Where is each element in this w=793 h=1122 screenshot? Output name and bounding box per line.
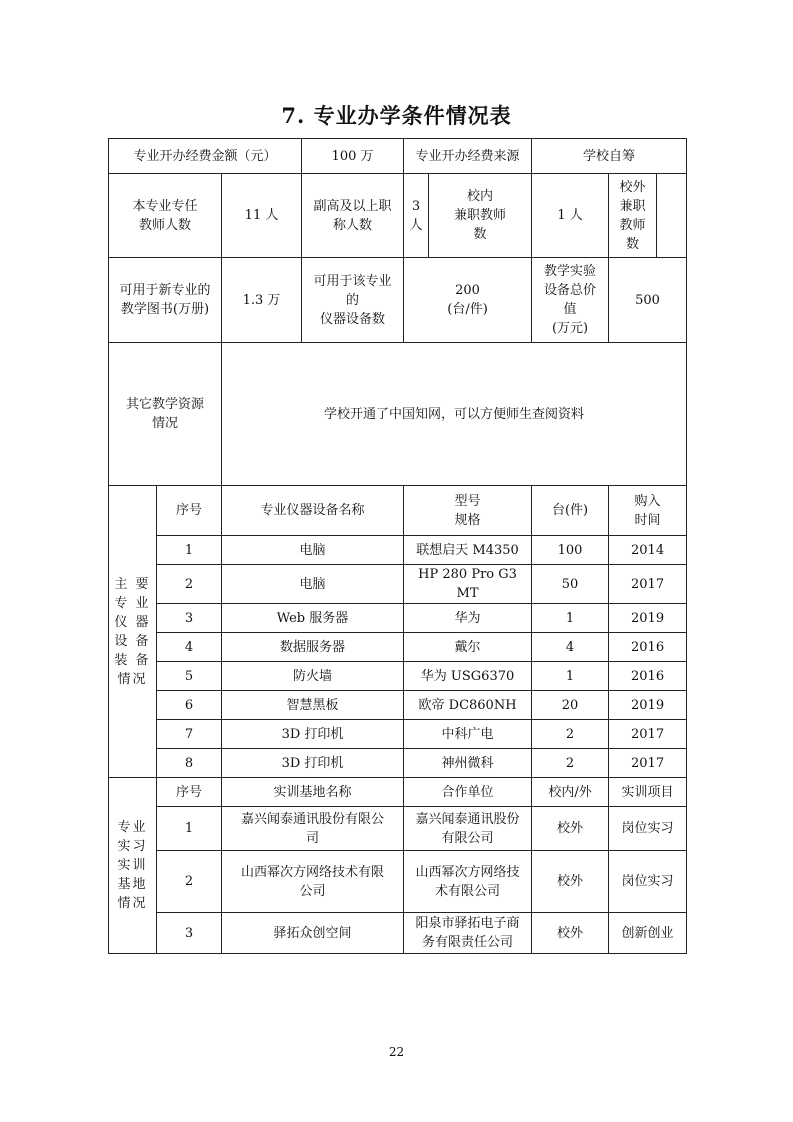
- equipment-header-purchase-time: 购入 时间: [609, 486, 687, 536]
- training-base-name: 山西幂次方网络技术有限 公司: [222, 851, 404, 913]
- equipment-name: 3D 打印机: [222, 749, 404, 778]
- equipment-name: 3D 打印机: [222, 720, 404, 749]
- funding-amount-value: 100 万: [302, 139, 404, 174]
- equipment-no: 4: [157, 633, 222, 662]
- training-location: 校外: [532, 913, 609, 954]
- training-project: 创新创业: [609, 913, 687, 954]
- books-label: 可用于新专业的 教学图书(万册): [109, 258, 222, 343]
- training-base-name: 嘉兴闻泰通讯股份有限公 司: [222, 807, 404, 851]
- instruments-label: 可用于该专业 的 仪器设备数: [302, 258, 404, 343]
- equipment-header-name: 专业仪器设备名称: [222, 486, 404, 536]
- equipment-name: 智慧黑板: [222, 691, 404, 720]
- table-row: [109, 807, 687, 851]
- table-row: [109, 633, 687, 662]
- equipment-year: 2019: [609, 604, 687, 633]
- table-row: [109, 604, 687, 633]
- table-row: [109, 851, 687, 913]
- instruments-value: 200 (台/件): [404, 258, 532, 343]
- funding-row: [109, 139, 687, 174]
- equipment-year: 2017: [609, 749, 687, 778]
- equipment-name: Web 服务器: [222, 604, 404, 633]
- training-no: 3: [157, 913, 222, 954]
- training-header-no: 序号: [157, 778, 222, 807]
- internal-parttime-label: 校内 兼职教师 数: [429, 174, 532, 258]
- training-header-partner: 合作单位: [404, 778, 532, 807]
- equipment-quantity: 4: [532, 633, 609, 662]
- training-section-label: 专业 实习 实训 基地 情况: [109, 778, 157, 954]
- equipment-model: 华为 USG6370: [404, 662, 532, 691]
- equipment-name: 防火墙: [222, 662, 404, 691]
- training-header-project: 实训项目: [609, 778, 687, 807]
- table-row: [109, 913, 687, 954]
- equipment-section-label: 主 要 专 业 仪 器 设 备 装 备 情况: [109, 486, 157, 778]
- lab-equipment-value-label: 教学实验 设备总价 值 (万元): [532, 258, 609, 343]
- table-row: [109, 749, 687, 778]
- table-row: [109, 720, 687, 749]
- other-resources-label: 其它教学资源 情况: [109, 343, 222, 486]
- training-no: 1: [157, 807, 222, 851]
- training-project: 岗位实习: [609, 851, 687, 913]
- funding-source-label: 专业开办经费来源: [404, 139, 532, 174]
- equipment-no: 6: [157, 691, 222, 720]
- lab-equipment-value: 500: [609, 258, 687, 343]
- senior-title-value: 3 人: [404, 174, 429, 258]
- equipment-no: 8: [157, 749, 222, 778]
- equipment-no: 7: [157, 720, 222, 749]
- equipment-year: 2019: [609, 691, 687, 720]
- training-base-name: 驿拓众创空间: [222, 913, 404, 954]
- resources-row: [109, 258, 687, 343]
- training-partner: 嘉兴闻泰通讯股份 有限公司: [404, 807, 532, 851]
- equipment-quantity: 2: [532, 720, 609, 749]
- equipment-year: 2016: [609, 633, 687, 662]
- equipment-year: 2017: [609, 720, 687, 749]
- training-partner: 山西幂次方网络技 术有限公司: [404, 851, 532, 913]
- table-row: [109, 536, 687, 565]
- funding-source-value: 学校自筹: [532, 139, 687, 174]
- equipment-name: 数据服务器: [222, 633, 404, 662]
- external-parttime-value: [657, 174, 687, 258]
- equipment-header-model: 型号 规格: [404, 486, 532, 536]
- equipment-quantity: 50: [532, 565, 609, 604]
- table-row: [109, 691, 687, 720]
- other-resources-row: [109, 343, 687, 486]
- equipment-model: 联想启天 M4350: [404, 536, 532, 565]
- training-header-row: [109, 778, 687, 807]
- equipment-no: 1: [157, 536, 222, 565]
- page-number: 22: [388, 1045, 405, 1059]
- equipment-model: 欧帝 DC860NH: [404, 691, 532, 720]
- equipment-model: 华为: [404, 604, 532, 633]
- equipment-header-quantity: 台(件): [532, 486, 609, 536]
- training-project: 岗位实习: [609, 807, 687, 851]
- table-row: [109, 662, 687, 691]
- staff-row: [109, 174, 687, 258]
- equipment-no: 3: [157, 604, 222, 633]
- training-partner: 阳泉市驿拓电子商 务有限责任公司: [404, 913, 532, 954]
- external-parttime-label: 校外 兼职 教师 数: [609, 174, 657, 258]
- equipment-name: 电脑: [222, 565, 404, 604]
- equipment-model: 戴尔: [404, 633, 532, 662]
- training-location: 校外: [532, 807, 609, 851]
- training-header-base-name: 实训基地名称: [222, 778, 404, 807]
- funding-amount-label: 专业开办经费金额（元）: [109, 139, 302, 174]
- equipment-model: HP 280 Pro G3 MT: [404, 565, 532, 604]
- equipment-no: 2: [157, 565, 222, 604]
- equipment-quantity: 2: [532, 749, 609, 778]
- equipment-model: 中科广电: [404, 720, 532, 749]
- equipment-header-no: 序号: [157, 486, 222, 536]
- equipment-header-row: [109, 486, 687, 536]
- training-no: 2: [157, 851, 222, 913]
- equipment-quantity: 1: [532, 662, 609, 691]
- equipment-year: 2016: [609, 662, 687, 691]
- equipment-quantity: 1: [532, 604, 609, 633]
- equipment-no: 5: [157, 662, 222, 691]
- fulltime-teachers-label: 本专业专任 教师人数: [109, 174, 222, 258]
- senior-title-label: 副高及以上职 称人数: [302, 174, 404, 258]
- equipment-model: 神州微科: [404, 749, 532, 778]
- equipment-year: 2017: [609, 565, 687, 604]
- training-location: 校外: [532, 851, 609, 913]
- books-value: 1.3 万: [222, 258, 302, 343]
- equipment-quantity: 20: [532, 691, 609, 720]
- fulltime-teachers-value: 11 人: [222, 174, 302, 258]
- equipment-name: 电脑: [222, 536, 404, 565]
- internal-parttime-value: 1 人: [532, 174, 609, 258]
- table-row: [109, 565, 687, 604]
- other-resources-value: 学校开通了中国知网，可以方便师生查阅资料: [222, 343, 687, 486]
- training-header-location: 校内/外: [532, 778, 609, 807]
- conditions-table: [108, 138, 687, 954]
- equipment-quantity: 100: [532, 536, 609, 565]
- equipment-year: 2014: [609, 536, 687, 565]
- page-title: 7. 专业办学条件情况表: [281, 103, 512, 128]
